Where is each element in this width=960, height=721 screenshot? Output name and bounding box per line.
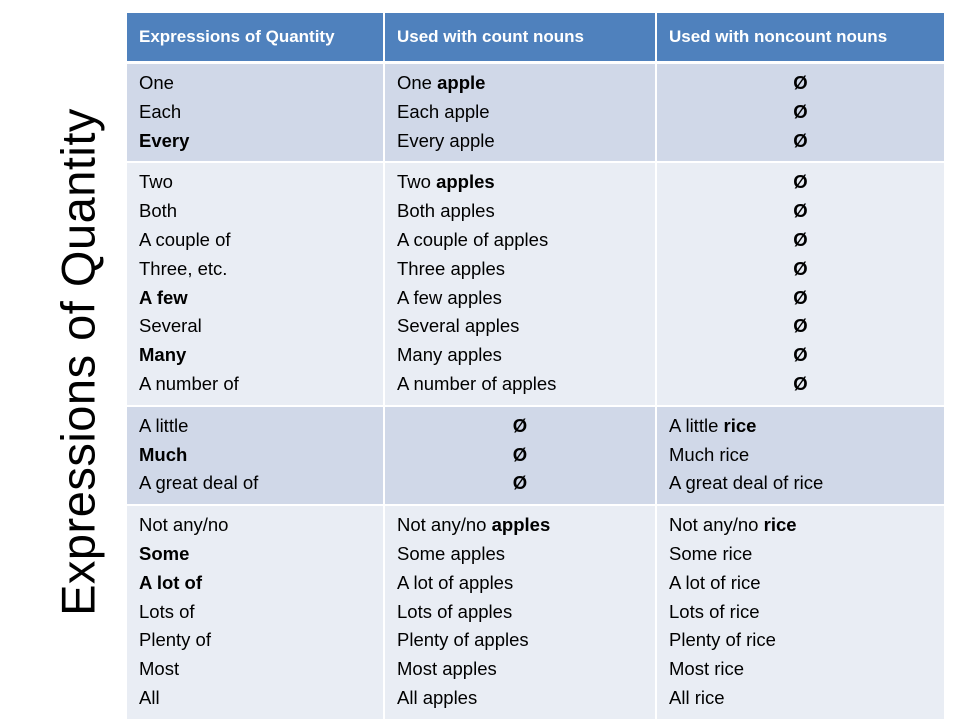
text-segment: Ø: [793, 315, 808, 337]
empty-set-symbol: [669, 284, 932, 313]
text-segment: Ø: [793, 286, 808, 308]
text-segment: Many: [139, 344, 187, 366]
cell-line: [139, 69, 371, 98]
text-segment: A little: [669, 414, 724, 436]
cell-line: [397, 312, 643, 341]
cell-line: [139, 598, 371, 627]
text-segment: Ø: [793, 372, 808, 394]
cell-count-noun: [384, 162, 656, 405]
cell-line: [669, 469, 932, 498]
cell-line: [669, 569, 932, 598]
text-segment: Every apple: [397, 129, 495, 151]
cell-line: [669, 540, 932, 569]
text-segment: A couple of apples: [397, 228, 549, 250]
text-segment: Ø: [512, 414, 528, 436]
text-segment: Some apples: [397, 542, 505, 564]
text-segment: Two: [139, 171, 173, 193]
text-segment: Much rice: [669, 443, 750, 465]
text-segment: Each apple: [397, 100, 490, 122]
cell-line: [139, 341, 371, 370]
text-segment: Not any/no: [669, 514, 764, 536]
text-segment: Plenty of rice: [669, 629, 776, 651]
cell-line: [397, 69, 643, 98]
text-segment: A little: [139, 414, 189, 436]
text-segment: A number of apples: [397, 372, 557, 394]
cell-line: [139, 441, 371, 470]
text-segment: apples: [491, 514, 551, 536]
cell-line: [139, 540, 371, 569]
table-row: [127, 162, 944, 405]
text-segment: Plenty of apples: [397, 629, 529, 651]
empty-set-symbol: [669, 69, 932, 98]
cell-noncount-noun: [656, 406, 944, 505]
cell-line: [139, 412, 371, 441]
table-row: [127, 406, 944, 505]
text-segment: All apples: [397, 686, 478, 708]
cell-count-noun: [384, 406, 656, 505]
text-segment: Lots of rice: [669, 600, 760, 622]
text-segment: Ø: [512, 472, 528, 494]
cell-expression: [127, 505, 384, 720]
empty-set-symbol: [669, 370, 932, 399]
text-segment: Ø: [793, 72, 808, 93]
text-segment: Plenty of: [139, 629, 211, 651]
table-header-row: [127, 13, 944, 63]
text-segment: Ø: [793, 257, 808, 279]
text-segment: A couple of: [139, 228, 231, 250]
cell-line: [397, 341, 643, 370]
header-noncount-nouns: Used with noncount nouns: [656, 13, 944, 63]
cell-line: [669, 412, 932, 441]
table-row: [127, 63, 944, 163]
cell-line: [397, 127, 643, 156]
cell-line: [397, 226, 643, 255]
cell-line: [669, 655, 932, 684]
empty-set-symbol: [397, 441, 643, 470]
cell-line: [397, 197, 643, 226]
header-count-nouns: Used with count nouns: [384, 13, 656, 63]
empty-set-symbol: [397, 469, 643, 498]
cell-line: [139, 168, 371, 197]
text-segment: Three, etc.: [139, 257, 228, 279]
cell-line: [139, 511, 371, 540]
cell-line: [397, 511, 643, 540]
text-segment: Each: [139, 100, 182, 122]
text-segment: Most apples: [397, 658, 497, 680]
cell-line: [669, 511, 932, 540]
cell-line: [397, 569, 643, 598]
cell-expression: [127, 406, 384, 505]
text-segment: All: [139, 686, 160, 708]
text-segment: Most: [139, 658, 180, 680]
empty-set-symbol: [397, 412, 643, 441]
slide-title: Expressions of Quantity: [51, 108, 105, 616]
text-segment: Ø: [793, 129, 808, 151]
cell-noncount-noun: [656, 505, 944, 720]
text-segment: One: [139, 72, 174, 93]
cell-line: [397, 168, 643, 197]
cell-line: [397, 626, 643, 655]
text-segment: Ø: [793, 228, 808, 250]
text-segment: Both apples: [397, 200, 495, 222]
cell-line: [397, 540, 643, 569]
cell-line: [139, 684, 371, 713]
text-segment: Much: [139, 443, 188, 465]
cell-line: [139, 469, 371, 498]
text-segment: A lot of: [139, 571, 203, 593]
cell-line: [139, 197, 371, 226]
text-segment: A great deal of: [139, 472, 259, 494]
cell-line: [397, 655, 643, 684]
cell-noncount-noun: [656, 63, 944, 163]
text-segment: Both: [139, 200, 178, 222]
header-expressions: Expressions of Quantity: [127, 13, 384, 63]
text-segment: rice: [763, 514, 797, 536]
empty-set-symbol: [669, 98, 932, 127]
text-segment: A few: [139, 286, 188, 308]
cell-line: [397, 284, 643, 313]
text-segment: Ø: [793, 171, 808, 193]
empty-set-symbol: [669, 255, 932, 284]
text-segment: Most rice: [669, 658, 745, 680]
text-segment: All rice: [669, 686, 725, 708]
cell-line: [669, 626, 932, 655]
cell-line: [669, 598, 932, 627]
cell-line: [139, 655, 371, 684]
cell-expression: [127, 162, 384, 405]
table-body: [127, 63, 944, 720]
cell-expression: [127, 63, 384, 163]
text-segment: Ø: [793, 344, 808, 366]
cell-line: [669, 441, 932, 470]
cell-line: [397, 598, 643, 627]
quantity-table: [127, 13, 944, 721]
cell-line: [139, 127, 371, 156]
text-segment: Two: [397, 171, 437, 193]
cell-line: [139, 98, 371, 127]
cell-count-noun: [384, 505, 656, 720]
empty-set-symbol: [669, 168, 932, 197]
text-segment: Not any/no: [139, 514, 229, 536]
text-segment: Not any/no: [397, 514, 492, 536]
cell-line: [139, 226, 371, 255]
text-segment: Several apples: [397, 315, 520, 337]
text-segment: rice: [723, 414, 757, 436]
cell-line: [397, 684, 643, 713]
table-row: [127, 505, 944, 720]
cell-line: [397, 370, 643, 399]
text-segment: Lots of: [139, 600, 195, 622]
empty-set-symbol: [669, 341, 932, 370]
text-segment: Three apples: [397, 257, 505, 279]
text-segment: Ø: [793, 200, 808, 222]
text-segment: A few apples: [397, 286, 502, 308]
empty-set-symbol: [669, 226, 932, 255]
text-segment: Ø: [512, 443, 528, 465]
text-segment: A lot of apples: [397, 571, 514, 593]
text-segment: Many apples: [397, 344, 502, 366]
empty-set-symbol: [669, 312, 932, 341]
text-segment: One: [397, 72, 438, 93]
text-segment: Ø: [793, 100, 808, 122]
cell-count-noun: [384, 63, 656, 163]
cell-line: [397, 98, 643, 127]
text-segment: A great deal of rice: [669, 472, 824, 494]
cell-line: [139, 312, 371, 341]
text-segment: A number of: [139, 372, 239, 394]
text-segment: Several: [139, 315, 202, 337]
text-segment: apples: [436, 171, 495, 193]
text-segment: apple: [437, 72, 486, 93]
cell-line: [139, 626, 371, 655]
cell-line: [139, 569, 371, 598]
cell-line: [139, 284, 371, 313]
text-segment: Some: [139, 542, 190, 564]
text-segment: Lots of apples: [397, 600, 513, 622]
text-segment: Some rice: [669, 542, 753, 564]
text-segment: A lot of rice: [669, 571, 761, 593]
cell-noncount-noun: [656, 162, 944, 405]
cell-line: [669, 684, 932, 713]
empty-set-symbol: [669, 197, 932, 226]
cell-line: [397, 255, 643, 284]
text-segment: Every: [139, 129, 190, 151]
cell-line: [139, 370, 371, 399]
cell-line: [139, 255, 371, 284]
empty-set-symbol: [669, 127, 932, 156]
